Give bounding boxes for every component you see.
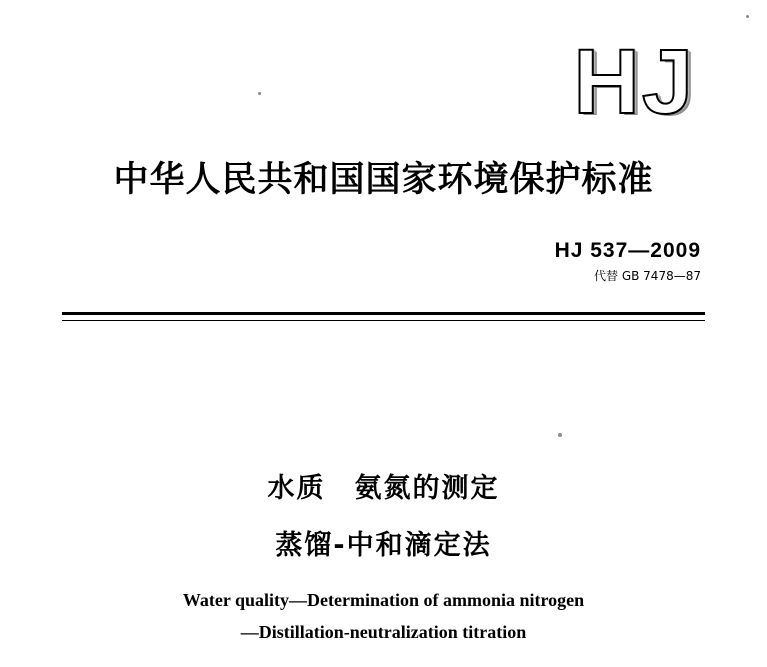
scan-speck [558, 433, 562, 437]
standard-replaces-note: 代替 GB 7478—87 [594, 269, 701, 284]
subject-title-chinese-line2: 蒸馏-中和滴定法 [275, 530, 492, 561]
scan-speck [746, 15, 749, 18]
standard-title-chinese: 中华人民共和国国家环境保护标准 [113, 160, 654, 200]
subject-title-chinese-line1: 水质 氨氮的测定 [267, 473, 500, 504]
scan-speck [258, 92, 261, 95]
divider-thick [62, 312, 705, 315]
subject-title-english-line2: —Distillation-neutralization titration [240, 622, 527, 642]
hj-emblem [573, 31, 695, 133]
divider-thin [62, 320, 705, 321]
subject-title-english-line1: Water quality—Determination of ammonia nitrogen [182, 590, 585, 610]
standard-number-block [555, 238, 701, 284]
hj-emblem-text: HJ [573, 31, 695, 133]
standard-number: HJ 537—2009 [554, 239, 701, 262]
